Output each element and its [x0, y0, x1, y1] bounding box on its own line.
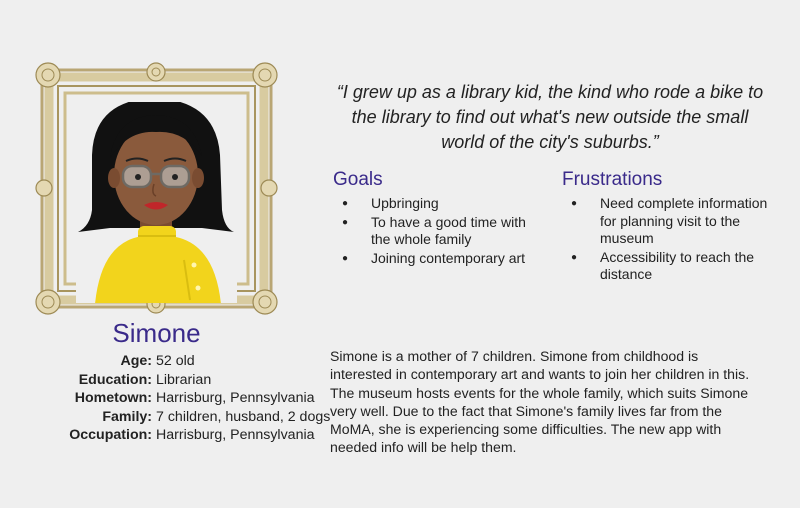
persona-portrait — [34, 60, 279, 315]
persona-facts — [36, 352, 330, 445]
list-item: ● Upbringing — [333, 195, 548, 213]
persona-name: Simone — [112, 318, 201, 348]
fact-row-age — [36, 352, 330, 371]
fact-value: 52 old — [156, 353, 195, 369]
fact-label: Family: — [102, 408, 152, 425]
frustrations-list — [562, 195, 777, 284]
fact-row-hometown — [36, 389, 330, 408]
list-item: ● Need complete information for planning visit to the museum — [562, 195, 777, 248]
frustrations-title: Frustrations — [562, 169, 663, 190]
fact-row-occupation — [36, 426, 330, 445]
list-item: ● Accessibility to reach the distance — [562, 249, 777, 284]
list-item: ● Joining contemporary art — [333, 250, 548, 268]
persona-bio: Simone is a mother of 7 children. Simone from childhood is interested in contemporary art and wants to join her children in this. The museum hosts events for the whole family, which suits Simone very well. Due to the fact that Simone's family lives far from the MoMA, she is experiencing some difficulties. The new app with needed info will be help them. — [330, 348, 750, 456]
list-item: ● To have a good time with the whole family — [333, 214, 548, 249]
portrait-illustration — [34, 60, 279, 315]
goals-title: Goals — [333, 169, 383, 190]
fact-label: Education: — [78, 371, 152, 388]
fact-label: Hometown: — [74, 390, 152, 406]
goals-section — [333, 169, 548, 268]
fact-value: Librarian — [156, 371, 212, 388]
fact-label: Age: — [120, 353, 152, 369]
fact-value: Harrisburg, Pennsylvania — [156, 390, 315, 406]
fact-label: Occupation: — [69, 427, 152, 443]
goals-list — [333, 195, 548, 267]
fact-value: Harrisburg, Pennsylvania — [156, 427, 315, 443]
fact-value: 7 children, husband, 2 dogs — [156, 408, 331, 425]
persona-quote: “I grew up as a library kid, the kind who rode a bike to the library to find out what's new outside the small world of the city's suburbs.” — [336, 82, 764, 152]
frustrations-section — [562, 169, 777, 285]
fact-row-family — [36, 408, 330, 427]
fact-row-education — [36, 371, 330, 390]
